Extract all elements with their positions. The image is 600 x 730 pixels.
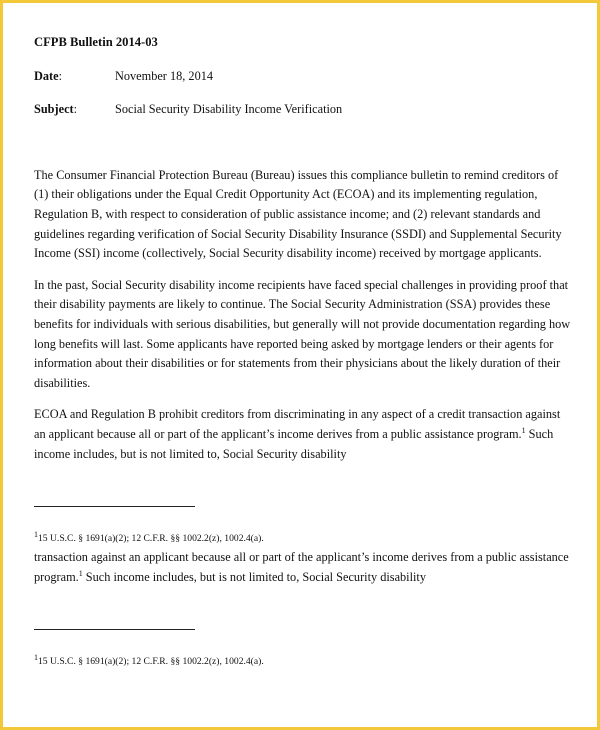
paragraph-background: In the past, Social Security disability income recipients have faced special challenges in providing proof that their disability payments are likely to continue. The Social Security Administration (SSA) provides these benefits for individuals with serious disabilities, but generally will not provide documentation regarding how long benefits will last. Some applicants have reported being asked by mortgage lenders or their agents for information about their disabilities or for statements from their physicians about the likely duration of their disabilities.	[34, 277, 571, 390]
date-label-wrap: Date:	[34, 68, 63, 83]
footnote-number: 1	[34, 529, 38, 539]
subject-label: Subject	[34, 102, 74, 117]
document-content	[34, 33, 574, 668]
footnote-marker-repeat: 1	[78, 568, 83, 578]
paragraph-ecoa	[34, 405, 574, 464]
document-page	[3, 3, 597, 727]
footnote	[34, 529, 574, 545]
paragraph-repeat-continued: Such income includes, but is not limited to, Social Security disability	[82, 569, 426, 584]
paragraph-ecoa-continued: Such income includes, but is not limited to, Social Security disability	[34, 426, 554, 461]
footnote-divider-repeat	[34, 629, 195, 630]
subject-value: Social Security Disability Income Verification	[115, 102, 343, 117]
paragraph-repeat-text: transaction against an applicant because all or part of the applicant’s income derives from a public assistance program.	[34, 550, 569, 584]
footnote-divider	[34, 506, 195, 507]
date-value: November 18, 2014	[115, 68, 214, 83]
paragraph-ecoa-repeat	[34, 548, 574, 587]
paragraph-ecoa-text: ECOA and Regulation B prohibit creditors from discriminating in any aspect of a credit transaction against an applicant because all or part of the applicant’s income derives from a public assistance program.	[34, 407, 561, 441]
subject-label-wrap: Subject:	[34, 102, 78, 117]
footnote-number-repeat: 1	[34, 653, 38, 663]
footnote-repeat	[34, 653, 574, 668]
bulletin-title: CFPB Bulletin 2014-03	[34, 35, 158, 49]
footnote-text-repeat: 15 U.S.C. § 1691(a)(2); 12 C.F.R. §§ 1002.2(z), 1002.4(a).	[38, 656, 264, 668]
date-label: Date	[34, 68, 59, 83]
footnote-marker: 1	[521, 425, 526, 435]
footnote-text: 15 U.S.C. § 1691(a)(2); 12 C.F.R. §§ 1002.2(z), 1002.4(a).	[38, 533, 264, 545]
subject-row	[34, 100, 574, 120]
paragraph-intro: The Consumer Financial Protection Bureau (Bureau) issues this compliance bulletin to remind creditors of (1) their obligations under the Equal Credit Opportunity Act (ECOA) and its implementing regulation, Regulation B, with respect to consideration of public assistance income; and (2) relevant standards and guidelines regarding verification of Social Security Disability Insurance (SSDI) and Supplemental Security Income (SSI) income (collectively, Social Security disability income) received by mortgage applicants.	[34, 167, 562, 261]
date-row	[34, 67, 574, 87]
